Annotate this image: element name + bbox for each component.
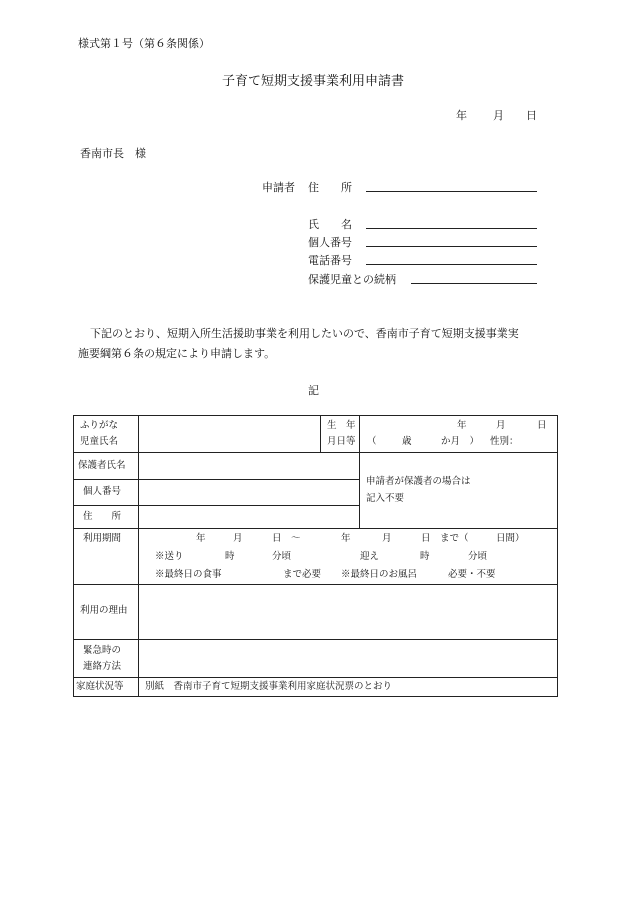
table-rule bbox=[320, 415, 321, 452]
table-rule bbox=[73, 677, 558, 678]
personal-number-field[interactable] bbox=[142, 481, 356, 503]
birth-label-2: 月日等 bbox=[327, 436, 356, 447]
page-title: 子育て短期支援事業利用申請書 bbox=[222, 74, 405, 89]
reason-label: 利用の理由 bbox=[80, 605, 128, 616]
ki-heading: 記 bbox=[308, 384, 319, 397]
reason-field[interactable] bbox=[142, 587, 554, 637]
child-name-label: 児童氏名 bbox=[80, 436, 119, 447]
guardian-name-field[interactable] bbox=[142, 454, 356, 477]
applicant-label: 申請者 bbox=[262, 181, 295, 194]
table-rule bbox=[73, 479, 359, 480]
family-value: 別紙 香南市子育て短期支援事業利用家庭状況票のとおり bbox=[145, 681, 393, 692]
age-months[interactable]: か月 ） bbox=[441, 436, 480, 447]
table-rule bbox=[73, 505, 359, 506]
final-bath-label: ※最終日のお風呂 bbox=[341, 569, 418, 580]
body-text-line-2: 施要綱第６条の規定により申請します。 bbox=[78, 347, 276, 360]
family-label: 家庭状況等 bbox=[76, 681, 124, 692]
applicant-personal-number-field[interactable] bbox=[366, 246, 537, 247]
sex-label[interactable]: 性別： bbox=[490, 436, 519, 447]
pickup-minute[interactable]: 分頃 bbox=[468, 551, 488, 562]
birth-label-1: 生 年 bbox=[327, 420, 356, 431]
form-number: 様式第１号（第６条関係） bbox=[78, 37, 210, 50]
guardian-note-1: 申請者が保護者の場合は bbox=[366, 476, 471, 487]
applicant-address-field[interactable] bbox=[366, 191, 537, 192]
table-rule bbox=[73, 584, 558, 585]
age-open: （ bbox=[367, 436, 377, 447]
period-month-1[interactable]: 月 bbox=[233, 533, 243, 544]
personal-number-label: 個人番号 bbox=[83, 486, 122, 497]
applicant-phone-label: 電話番号 bbox=[308, 254, 352, 267]
date-year[interactable]: 年 bbox=[456, 109, 467, 122]
period-day-2[interactable]: 日 まで（ bbox=[421, 533, 469, 544]
pickup-label: 迎え bbox=[360, 551, 380, 562]
period-days[interactable]: 日間） bbox=[496, 533, 525, 544]
applicant-address-label: 住 所 bbox=[308, 181, 352, 194]
period-month-2[interactable]: 月 bbox=[382, 533, 392, 544]
age-years[interactable]: 歳 bbox=[402, 436, 412, 447]
period-year-2[interactable]: 年 bbox=[341, 533, 351, 544]
final-meal-until[interactable]: まで必要 bbox=[283, 569, 322, 580]
applicant-name-field[interactable] bbox=[366, 228, 537, 229]
table-rule bbox=[138, 415, 139, 697]
final-meal-label: ※最終日の食事 bbox=[155, 569, 222, 580]
birth-day[interactable]: 日 bbox=[537, 420, 547, 431]
furigana-label: ふりがな bbox=[80, 420, 119, 431]
applicant-relationship-field[interactable] bbox=[411, 283, 537, 284]
address-label: 住 所 bbox=[83, 511, 122, 522]
addressee: 香南市長 様 bbox=[80, 147, 146, 160]
applicant-name-label: 氏 名 bbox=[308, 218, 352, 231]
period-label: 利用期間 bbox=[83, 533, 122, 544]
emergency-label-1: 緊急時の bbox=[83, 645, 122, 656]
send-label: ※送り bbox=[155, 551, 184, 562]
emergency-label-2: 連絡方法 bbox=[83, 661, 122, 672]
table-rule bbox=[73, 452, 558, 453]
table-rule bbox=[359, 415, 360, 528]
guardian-name-label: 保護者氏名 bbox=[78, 460, 126, 471]
applicant-personal-number-label: 個人番号 bbox=[308, 236, 352, 249]
date-day[interactable]: 日 bbox=[526, 109, 537, 122]
period-day-1[interactable]: 日 ～ bbox=[272, 533, 301, 544]
address-field[interactable] bbox=[142, 507, 356, 527]
send-hour[interactable]: 時 bbox=[225, 551, 235, 562]
period-year-1[interactable]: 年 bbox=[196, 533, 206, 544]
applicant-relationship-label: 保護児童との続柄 bbox=[308, 273, 396, 286]
pickup-hour[interactable]: 時 bbox=[420, 551, 430, 562]
emergency-field[interactable] bbox=[142, 642, 554, 675]
table-rule bbox=[73, 528, 558, 529]
date-month[interactable]: 月 bbox=[493, 109, 504, 122]
birth-year[interactable]: 年 bbox=[457, 420, 467, 431]
final-bath-option[interactable]: 必要・不要 bbox=[448, 569, 496, 580]
table-rule bbox=[73, 639, 558, 640]
send-minute[interactable]: 分頃 bbox=[272, 551, 292, 562]
body-text-line-1: 下記のとおり、短期入所生活援助事業を利用したいので、香南市子育て短期支援事業実 bbox=[90, 327, 519, 340]
guardian-note-2: 記入不要 bbox=[366, 493, 405, 504]
birth-month[interactable]: 月 bbox=[496, 420, 506, 431]
child-name-field[interactable] bbox=[142, 417, 318, 450]
applicant-phone-field[interactable] bbox=[366, 264, 537, 265]
